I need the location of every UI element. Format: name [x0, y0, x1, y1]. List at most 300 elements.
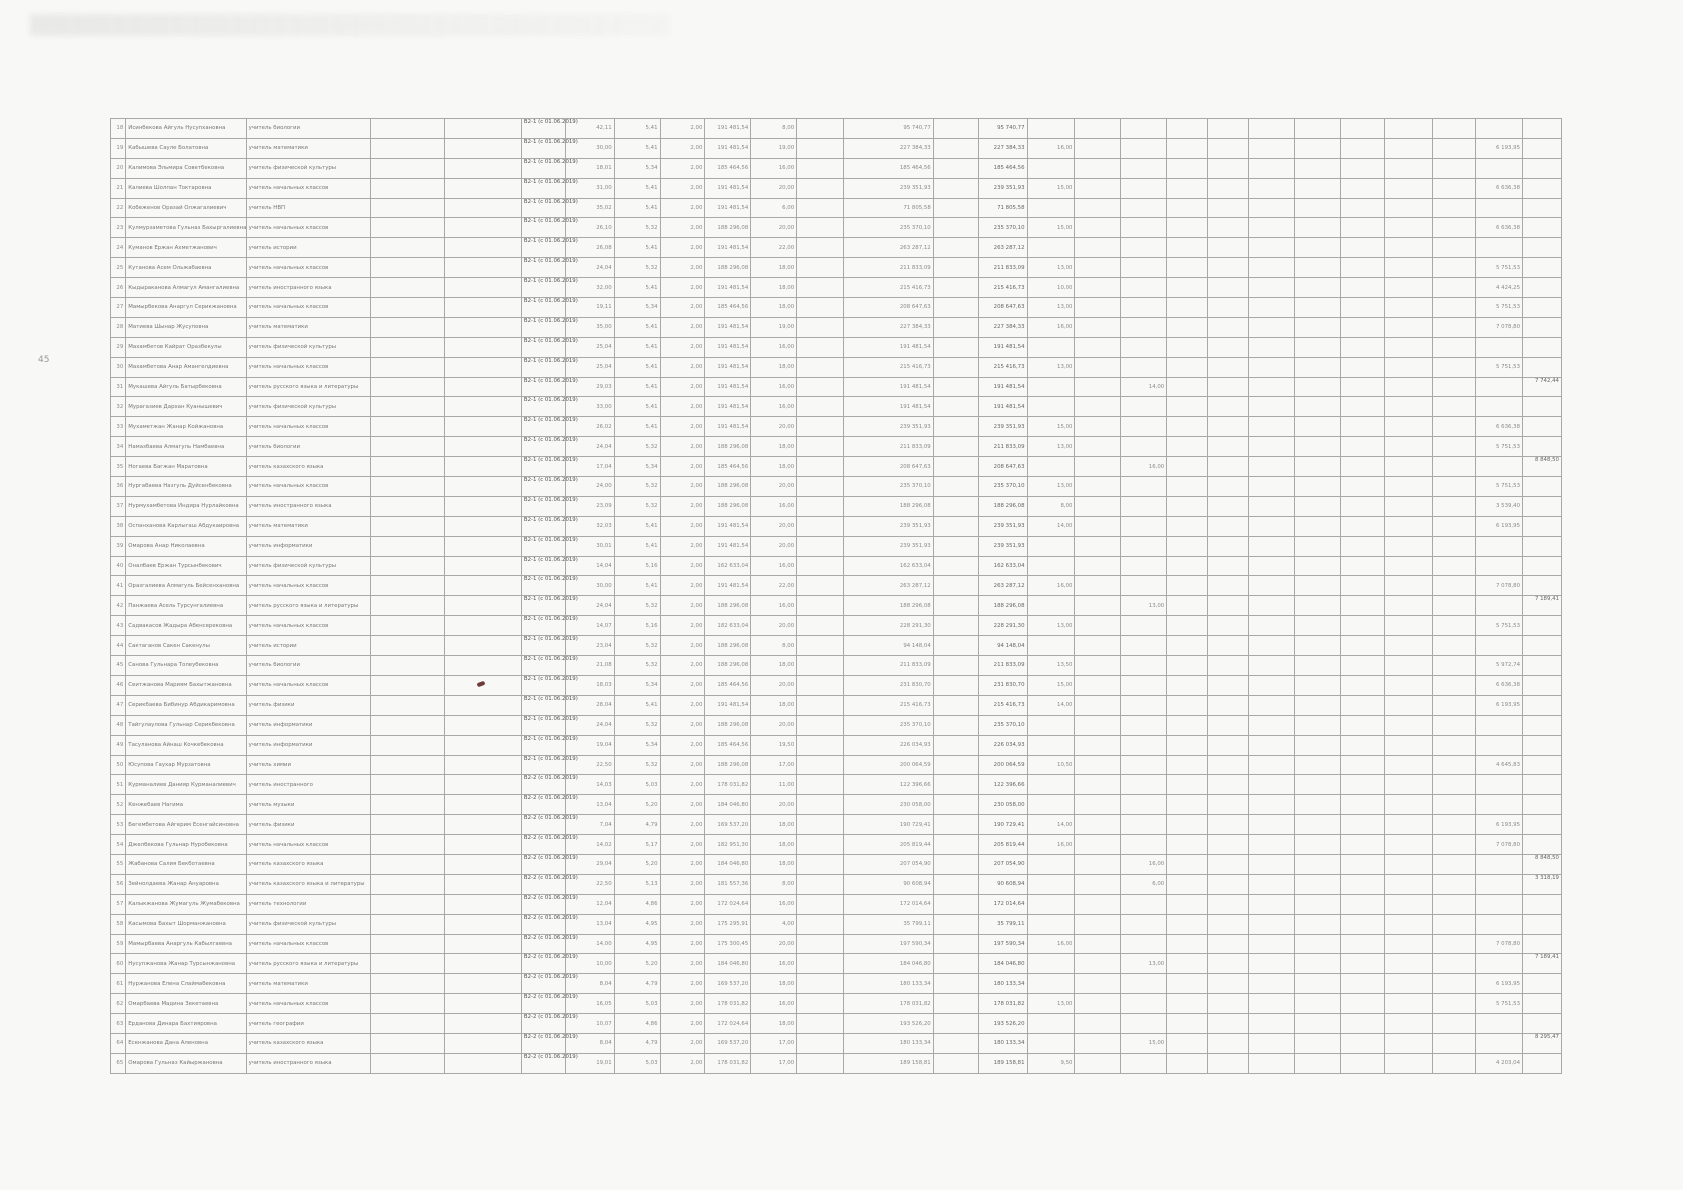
- cell-empty: [445, 178, 521, 198]
- cell-empty: [1208, 317, 1249, 337]
- cell-position: учитель биологии: [246, 656, 370, 676]
- cell-empty: [1340, 795, 1385, 815]
- cell-empty: [797, 298, 844, 318]
- table-row: [111, 616, 1562, 636]
- cell-empty: [445, 317, 521, 337]
- cell-empty: [1208, 874, 1249, 894]
- cell-empty: [1075, 695, 1121, 715]
- cell-empty: [1248, 138, 1294, 158]
- cell-empty: [370, 934, 444, 954]
- cell-addition: [1476, 1014, 1523, 1034]
- cell-empty: [1075, 218, 1121, 238]
- cell-empty: [933, 1014, 978, 1034]
- cell-sum: 178 031,82: [844, 994, 934, 1014]
- cell-empty: [1167, 775, 1208, 795]
- cell-empty: [797, 715, 844, 735]
- cell-hours: 18,00: [751, 695, 797, 715]
- cell-empty: [933, 556, 978, 576]
- cell-empty: [1294, 238, 1340, 258]
- cell-sum: 226 034,93: [844, 735, 934, 755]
- cell-name: Садвакасов Жадыра Абенсерековна: [126, 616, 246, 636]
- cell-bonus: [1523, 636, 1562, 656]
- cell-empty: [1248, 119, 1294, 139]
- cell-empty: [1294, 1053, 1340, 1073]
- cell-coefficient: 4,95: [614, 934, 660, 954]
- cell-percent-2: [1121, 278, 1167, 298]
- table-row: [111, 894, 1562, 914]
- cell-empty: [797, 854, 844, 874]
- cell-rate: 191 481,54: [705, 397, 751, 417]
- cell-addition: [1476, 397, 1523, 417]
- cell-rate: 188 296,08: [705, 258, 751, 278]
- cell-empty: [797, 1014, 844, 1034]
- cell-empty: [933, 278, 978, 298]
- cell-empty: [370, 198, 444, 218]
- cell-addition: [1476, 715, 1523, 735]
- cell-empty: [370, 795, 444, 815]
- cell-sum: 94 148,04: [844, 636, 934, 656]
- table-row: [111, 238, 1562, 258]
- cell-empty: [1294, 815, 1340, 835]
- cell-rate: 181 557,36: [705, 874, 751, 894]
- table-row: [111, 656, 1562, 676]
- cell-number: 61: [111, 974, 126, 994]
- cell-sum: 263 287,12: [844, 576, 934, 596]
- cell-category: В2-1 (с 01.06.2019): [521, 556, 565, 576]
- cell-empty: [445, 835, 521, 855]
- cell-empty: [1075, 357, 1121, 377]
- cell-factor: 2,00: [660, 178, 705, 198]
- cell-empty: [797, 477, 844, 497]
- cell-experience: 21,08: [565, 656, 614, 676]
- cell-percent-2: [1121, 138, 1167, 158]
- cell-percent-2: [1121, 576, 1167, 596]
- cell-empty: [445, 357, 521, 377]
- table-row: [111, 576, 1562, 596]
- cell-sum: 208 647,63: [844, 457, 934, 477]
- cell-number: 44: [111, 636, 126, 656]
- cell-factor: 2,00: [660, 675, 705, 695]
- cell-percent: 10,00: [1027, 278, 1075, 298]
- cell-empty: [1075, 278, 1121, 298]
- cell-category: В2-1 (с 01.06.2019): [521, 596, 565, 616]
- cell-empty: [1208, 596, 1249, 616]
- cell-factor: 2,00: [660, 596, 705, 616]
- cell-factor: 2,00: [660, 1014, 705, 1034]
- cell-empty: [1248, 874, 1294, 894]
- cell-bonus: [1523, 198, 1562, 218]
- cell-empty: [445, 616, 521, 636]
- cell-empty: [445, 298, 521, 318]
- cell-empty: [1385, 158, 1433, 178]
- cell-percent-2: [1121, 218, 1167, 238]
- cell-empty: [1167, 695, 1208, 715]
- cell-total: 239 351,93: [978, 178, 1027, 198]
- cell-empty: [1433, 954, 1476, 974]
- cell-empty: [1167, 735, 1208, 755]
- cell-category: В2-1 (с 01.06.2019): [521, 755, 565, 775]
- cell-empty: [1340, 218, 1385, 238]
- cell-empty: [1208, 656, 1249, 676]
- cell-empty: [933, 516, 978, 536]
- cell-rate: 169 537,20: [705, 815, 751, 835]
- cell-empty: [445, 755, 521, 775]
- cell-number: 47: [111, 695, 126, 715]
- cell-bonus: [1523, 119, 1562, 139]
- cell-hours: 8,00: [751, 636, 797, 656]
- cell-empty: [445, 238, 521, 258]
- cell-number: 42: [111, 596, 126, 616]
- cell-empty: [1385, 556, 1433, 576]
- cell-empty: [1385, 616, 1433, 636]
- cell-empty: [1075, 914, 1121, 934]
- cell-addition: [1476, 377, 1523, 397]
- cell-empty: [797, 417, 844, 437]
- cell-name: Кабышева Сауле Болатовна: [126, 138, 246, 158]
- cell-bonus: [1523, 238, 1562, 258]
- cell-empty: [1385, 218, 1433, 238]
- cell-empty: [445, 815, 521, 835]
- table-row: [111, 138, 1562, 158]
- cell-empty: [1075, 417, 1121, 437]
- cell-empty: [1433, 735, 1476, 755]
- cell-empty: [1167, 536, 1208, 556]
- cell-empty: [1294, 119, 1340, 139]
- cell-empty: [933, 337, 978, 357]
- cell-coefficient: 5,32: [614, 755, 660, 775]
- cell-sum: 239 351,93: [844, 536, 934, 556]
- cell-category: В2-1 (с 01.06.2019): [521, 357, 565, 377]
- cell-experience: 19,04: [565, 735, 614, 755]
- cell-empty: [1294, 417, 1340, 437]
- cell-empty: [1433, 337, 1476, 357]
- cell-empty: [1385, 377, 1433, 397]
- bleed-through-header: [30, 14, 670, 36]
- cell-name: Мухаметжан Жанар Койжановна: [126, 417, 246, 437]
- cell-empty: [1385, 258, 1433, 278]
- cell-empty: [933, 576, 978, 596]
- cell-category: В2-1 (с 01.06.2019): [521, 516, 565, 536]
- table-row: [111, 298, 1562, 318]
- cell-percent: [1027, 1033, 1075, 1053]
- cell-coefficient: 5,41: [614, 516, 660, 536]
- table-row: [111, 437, 1562, 457]
- cell-empty: [797, 457, 844, 477]
- cell-sum: 162 633,04: [844, 556, 934, 576]
- cell-percent-2: [1121, 815, 1167, 835]
- cell-empty: [1294, 477, 1340, 497]
- cell-empty: [1294, 556, 1340, 576]
- cell-number: 27: [111, 298, 126, 318]
- cell-position: учитель казахского языка и литературы: [246, 874, 370, 894]
- cell-empty: [797, 1053, 844, 1073]
- cell-name: Бегембетова Айгерим Есенгайсиновна: [126, 815, 246, 835]
- cell-experience: 19,11: [565, 298, 614, 318]
- table-row: [111, 516, 1562, 536]
- cell-position: учитель русского языка и литературы: [246, 596, 370, 616]
- cell-empty: [1340, 914, 1385, 934]
- cell-factor: 2,00: [660, 874, 705, 894]
- cell-position: учитель начальных классов: [246, 258, 370, 278]
- cell-empty: [1208, 357, 1249, 377]
- cell-name: Кулмурзаметова Гульназ Бахыргалиевна: [126, 218, 246, 238]
- cell-empty: [1340, 178, 1385, 198]
- cell-empty: [445, 994, 521, 1014]
- cell-empty: [1294, 397, 1340, 417]
- cell-percent: [1027, 636, 1075, 656]
- cell-bonus: [1523, 934, 1562, 954]
- cell-empty: [1385, 119, 1433, 139]
- cell-sum: 184 046,80: [844, 954, 934, 974]
- cell-total: 162 633,04: [978, 556, 1027, 576]
- cell-category: В2-1 (с 01.06.2019): [521, 119, 565, 139]
- cell-sum: 188 296,08: [844, 496, 934, 516]
- cell-experience: 33,00: [565, 397, 614, 417]
- table-row: [111, 397, 1562, 417]
- cell-empty: [933, 695, 978, 715]
- cell-bonus: [1523, 357, 1562, 377]
- cell-position: учитель казахского языка: [246, 1033, 370, 1053]
- cell-rate: 191 481,54: [705, 317, 751, 337]
- cell-empty: [797, 815, 844, 835]
- cell-experience: 8,04: [565, 1033, 614, 1053]
- cell-empty: [1248, 596, 1294, 616]
- cell-coefficient: 5,34: [614, 675, 660, 695]
- cell-bonus: [1523, 795, 1562, 815]
- cell-percent-2: [1121, 914, 1167, 934]
- cell-empty: [1248, 795, 1294, 815]
- cell-empty: [1075, 795, 1121, 815]
- cell-name: Сеитжанова Мариям Бахытжановна: [126, 675, 246, 695]
- cell-empty: [933, 795, 978, 815]
- cell-percent-2: 16,00: [1121, 854, 1167, 874]
- cell-empty: [933, 536, 978, 556]
- cell-empty: [1294, 775, 1340, 795]
- cell-empty: [1294, 457, 1340, 477]
- cell-position: учитель иностранного языка: [246, 278, 370, 298]
- cell-bonus: [1523, 477, 1562, 497]
- cell-experience: 42,11: [565, 119, 614, 139]
- cell-bonus: [1523, 178, 1562, 198]
- cell-percent-2: [1121, 477, 1167, 497]
- cell-experience: 30,00: [565, 576, 614, 596]
- cell-empty: [1294, 974, 1340, 994]
- cell-sum: 189 158,81: [844, 1053, 934, 1073]
- cell-sum: 227 384,33: [844, 317, 934, 337]
- cell-empty: [797, 795, 844, 815]
- cell-category: В2-1 (с 01.06.2019): [521, 616, 565, 636]
- cell-empty: [1340, 616, 1385, 636]
- table-row: [111, 815, 1562, 835]
- cell-position: учитель математики: [246, 317, 370, 337]
- cell-position: учитель физической культуры: [246, 158, 370, 178]
- cell-coefficient: 4,95: [614, 914, 660, 934]
- cell-name: Есенжанова Дана Аленовна: [126, 1033, 246, 1053]
- cell-empty: [1208, 795, 1249, 815]
- cell-number: 41: [111, 576, 126, 596]
- cell-name: Нургабаева Назгуль Дуйсенбековна: [126, 477, 246, 497]
- cell-experience: 22,50: [565, 874, 614, 894]
- cell-empty: [1433, 775, 1476, 795]
- cell-empty: [1248, 158, 1294, 178]
- cell-empty: [1433, 457, 1476, 477]
- cell-factor: 2,00: [660, 218, 705, 238]
- cell-percent: 13,00: [1027, 994, 1075, 1014]
- cell-factor: 2,00: [660, 974, 705, 994]
- salary-table: [110, 118, 1562, 1074]
- cell-position: учитель географии: [246, 1014, 370, 1034]
- cell-category: В2-2 (с 01.06.2019): [521, 854, 565, 874]
- cell-rate: 178 031,82: [705, 775, 751, 795]
- cell-addition: 7 078,80: [1476, 934, 1523, 954]
- cell-category: В2-2 (с 01.06.2019): [521, 1053, 565, 1073]
- cell-empty: [445, 934, 521, 954]
- cell-empty: [797, 755, 844, 775]
- cell-empty: [1248, 298, 1294, 318]
- cell-empty: [370, 317, 444, 337]
- cell-empty: [1208, 974, 1249, 994]
- cell-position: учитель казахского языка: [246, 457, 370, 477]
- cell-factor: 2,00: [660, 715, 705, 735]
- cell-empty: [1385, 1014, 1433, 1034]
- cell-category: В2-1 (с 01.06.2019): [521, 138, 565, 158]
- cell-empty: [370, 675, 444, 695]
- cell-name: Зейнолдаева Жанар Ануаровна: [126, 874, 246, 894]
- cell-sum: 205 819,44: [844, 835, 934, 855]
- cell-empty: [1248, 775, 1294, 795]
- cell-empty: [1208, 835, 1249, 855]
- cell-bonus: [1523, 616, 1562, 636]
- cell-factor: 2,00: [660, 695, 705, 715]
- cell-empty: [797, 278, 844, 298]
- cell-factor: 2,00: [660, 934, 705, 954]
- cell-number: 20: [111, 158, 126, 178]
- cell-empty: [1294, 894, 1340, 914]
- cell-percent-2: [1121, 656, 1167, 676]
- cell-empty: [1208, 417, 1249, 437]
- cell-hours: 18,00: [751, 1014, 797, 1034]
- cell-percent: [1027, 119, 1075, 139]
- cell-empty: [1433, 198, 1476, 218]
- cell-empty: [1294, 735, 1340, 755]
- cell-name: Омарова Анар Николаевна: [126, 536, 246, 556]
- cell-percent: 14,00: [1027, 695, 1075, 715]
- cell-factor: 2,00: [660, 437, 705, 457]
- cell-empty: [1340, 496, 1385, 516]
- cell-empty: [370, 954, 444, 974]
- cell-position: учитель истории: [246, 238, 370, 258]
- cell-empty: [370, 815, 444, 835]
- cell-empty: [370, 695, 444, 715]
- cell-empty: [1208, 914, 1249, 934]
- cell-empty: [1340, 477, 1385, 497]
- cell-bonus: [1523, 218, 1562, 238]
- cell-bonus: [1523, 775, 1562, 795]
- cell-addition: [1476, 636, 1523, 656]
- cell-number: 34: [111, 437, 126, 457]
- cell-empty: [370, 218, 444, 238]
- cell-hours: 20,00: [751, 675, 797, 695]
- cell-empty: [1208, 397, 1249, 417]
- cell-empty: [445, 457, 521, 477]
- cell-total: 95 740,77: [978, 119, 1027, 139]
- cell-position: учитель начальных классов: [246, 934, 370, 954]
- cell-empty: [933, 417, 978, 437]
- cell-name: Омарбаева Мадина Зекетаевна: [126, 994, 246, 1014]
- cell-empty: [1167, 417, 1208, 437]
- cell-name: Мамырбаева Анаргуль Кабылгаевна: [126, 934, 246, 954]
- cell-percent-2: 13,00: [1121, 954, 1167, 974]
- cell-sum: 122 396,66: [844, 775, 934, 795]
- cell-empty: [933, 835, 978, 855]
- cell-total: 200 064,59: [978, 755, 1027, 775]
- cell-empty: [1248, 755, 1294, 775]
- table-row: [111, 119, 1562, 139]
- cell-empty: [797, 258, 844, 278]
- cell-empty: [1294, 218, 1340, 238]
- cell-position: учитель математики: [246, 138, 370, 158]
- cell-number: 60: [111, 954, 126, 974]
- cell-percent: 16,00: [1027, 138, 1075, 158]
- cell-empty: [1167, 437, 1208, 457]
- cell-factor: 2,00: [660, 337, 705, 357]
- cell-hours: 20,00: [751, 536, 797, 556]
- cell-rate: 188 296,08: [705, 437, 751, 457]
- cell-addition: [1476, 238, 1523, 258]
- cell-factor: 2,00: [660, 198, 705, 218]
- cell-rate: 172 024,64: [705, 1014, 751, 1034]
- cell-number: 55: [111, 854, 126, 874]
- cell-name: Санова Гульнара Толеубековна: [126, 656, 246, 676]
- cell-percent: [1027, 775, 1075, 795]
- cell-empty: [1294, 656, 1340, 676]
- cell-empty: [1340, 755, 1385, 775]
- cell-empty: [445, 596, 521, 616]
- cell-empty: [1433, 178, 1476, 198]
- cell-empty: [370, 576, 444, 596]
- cell-empty: [1075, 178, 1121, 198]
- table-row: [111, 178, 1562, 198]
- cell-experience: 30,00: [565, 138, 614, 158]
- cell-number: 32: [111, 397, 126, 417]
- cell-percent: 9,50: [1027, 1053, 1075, 1073]
- cell-empty: [1294, 934, 1340, 954]
- cell-empty: [445, 874, 521, 894]
- cell-addition: 7 078,80: [1476, 835, 1523, 855]
- cell-coefficient: 5,20: [614, 954, 660, 974]
- cell-empty: [1433, 278, 1476, 298]
- cell-category: В2-1 (с 01.06.2019): [521, 457, 565, 477]
- cell-empty: [1248, 556, 1294, 576]
- cell-name: Касымова Бахыт Шорманжановна: [126, 914, 246, 934]
- cell-factor: 2,00: [660, 636, 705, 656]
- cell-bonus: [1523, 735, 1562, 755]
- cell-experience: 29,04: [565, 854, 614, 874]
- cell-empty: [1340, 954, 1385, 974]
- cell-experience: 32,00: [565, 278, 614, 298]
- cell-category: В2-1 (с 01.06.2019): [521, 377, 565, 397]
- cell-addition: [1476, 536, 1523, 556]
- cell-bonus: [1523, 695, 1562, 715]
- cell-empty: [933, 596, 978, 616]
- cell-empty: [1208, 954, 1249, 974]
- cell-number: 26: [111, 278, 126, 298]
- cell-addition: 7 078,80: [1476, 576, 1523, 596]
- cell-empty: [1340, 636, 1385, 656]
- cell-percent-2: [1121, 795, 1167, 815]
- cell-position: учитель физической культуры: [246, 914, 370, 934]
- table-row: [111, 1033, 1562, 1053]
